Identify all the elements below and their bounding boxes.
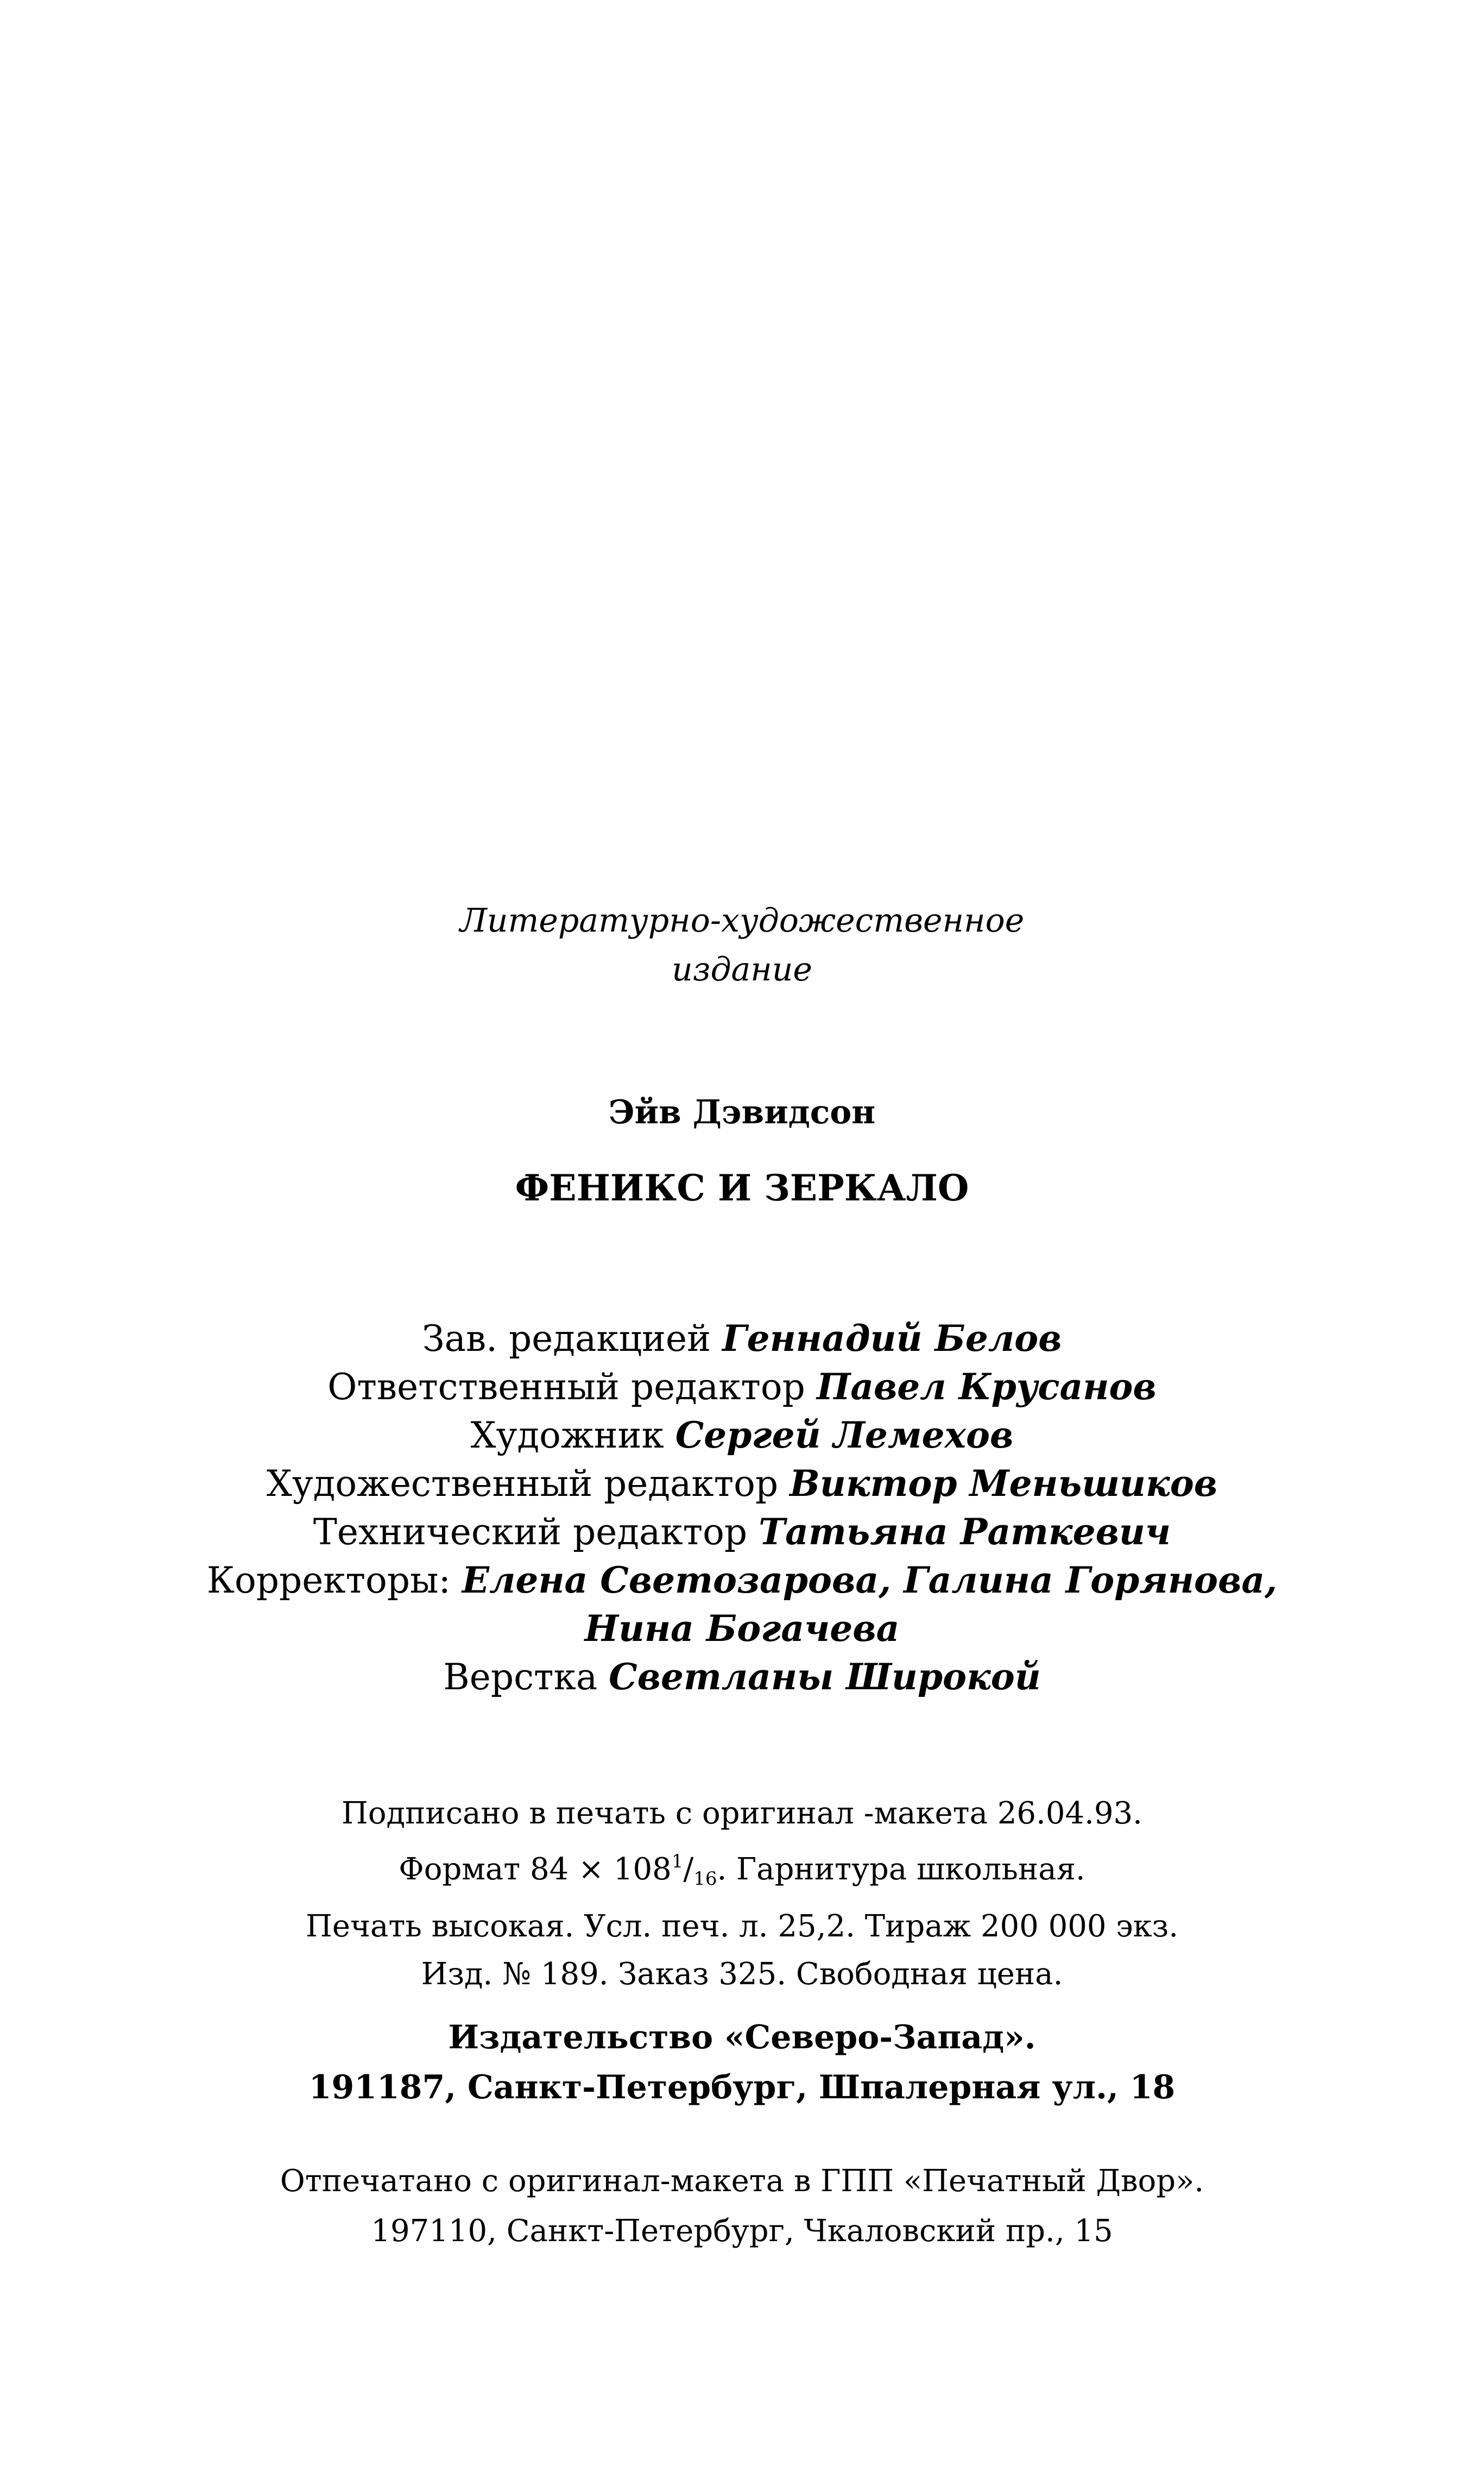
publisher-address: 191187, Санкт-Петербург, Шпалерная ул., 18 (308, 2068, 1176, 2106)
credit-tech-editor (0, 1508, 1484, 1556)
imprint-order: Изд. № 189. Заказ 325. Свободная цена. (421, 1957, 1063, 1992)
book-title: ФЕНИКС И ЗЕРКАЛО (515, 1167, 969, 1209)
format-sub: 16 (693, 1868, 717, 1890)
credit-proofreaders-continued (0, 1605, 1484, 1653)
credit-name: Светланы Широкой (609, 1656, 1041, 1698)
credit-artist (0, 1411, 1484, 1460)
credit-role: Художественный редактор (266, 1463, 779, 1505)
imprint-print: Печать высокая. Усл. печ. л. 25,2. Тираж 200 000 экз. (305, 1909, 1179, 1944)
credit-name: Татьяна Раткевич (759, 1511, 1171, 1553)
format-suffix: . Гарнитура школьная. (717, 1852, 1085, 1887)
credit-role: Зав. редакцией (422, 1318, 711, 1360)
credit-name: Сергей Лемехов (675, 1414, 1014, 1456)
publisher-name: Издательство «Северо-Запад». (448, 2018, 1036, 2056)
credit-layout (0, 1653, 1484, 1701)
credit-role: Технический редактор (313, 1511, 748, 1553)
genre-line-1: Литературно-художественное (459, 902, 1025, 940)
printer-address: 197110, Санкт-Петербург, Чкаловский пр., 15 (371, 2213, 1113, 2249)
genre-label (0, 896, 1484, 994)
credit-role: Художник (470, 1414, 664, 1456)
format-prefix: Формат 84 × 108 (399, 1852, 672, 1887)
format-slash: / (683, 1852, 694, 1887)
credit-name: Виктор Меньшиков (790, 1462, 1218, 1505)
imprint-format (0, 1838, 1484, 1903)
credits-list (0, 1314, 1484, 1701)
author-name: Эйв Дэвидсон (608, 1093, 876, 1131)
credit-role: Корректоры: (206, 1559, 451, 1601)
credit-name: Нина Богачева (584, 1607, 900, 1650)
credit-editor-in-chief (0, 1314, 1484, 1363)
print-imprint (0, 1790, 1484, 1998)
credit-proofreaders (0, 1556, 1484, 1605)
credit-art-editor (0, 1460, 1484, 1508)
printer-name: Отпечатано с оригинал-макета в ГПП «Печатный Двор». (280, 2163, 1204, 2199)
credit-role: Ответственный редактор (327, 1366, 805, 1408)
credit-name: Павел Крусанов (816, 1366, 1157, 1408)
credit-role: Верстка (443, 1656, 598, 1698)
format-sup: 1 (671, 1851, 684, 1872)
publisher-info (0, 2012, 1484, 2112)
imprint-signed: Подписано в печать с оригинал -макета 26.04.93. (342, 1796, 1142, 1831)
credit-name: Геннадий Белов (722, 1317, 1062, 1360)
genre-line-2: издание (672, 951, 812, 989)
printer-info (0, 2156, 1484, 2256)
credit-responsible-editor (0, 1363, 1484, 1411)
credit-name: Елена Светозарова, Галина Горянова, (462, 1559, 1278, 1601)
